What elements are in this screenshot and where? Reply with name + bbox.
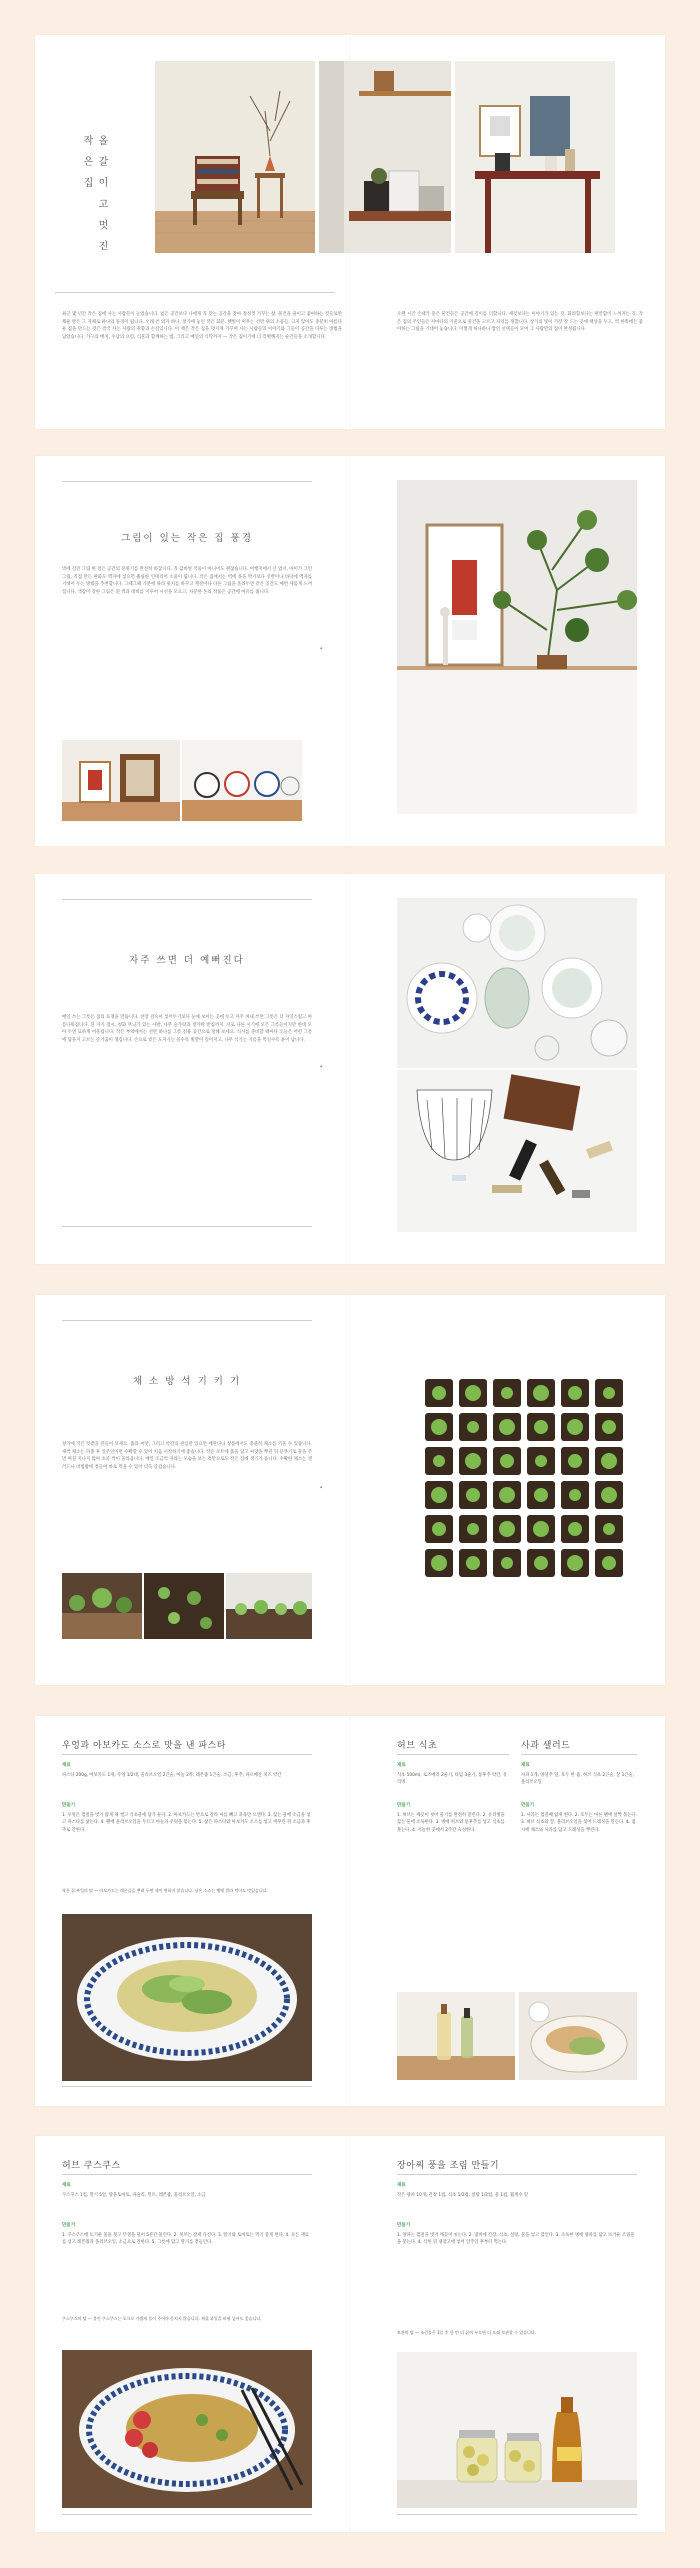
steps-text: 1. 쿠스쿠스에 뜨거운 물을 붓고 뚜껑을 덮어 5분간 불린다. 2. 허브는 잘게 다진다. 3. 딸기와 토마토는 먹기 좋게 썬다. 4. 모든 재료를 섞고 레몬즙과 올리브오일, 소금으로 간한다. 5. 그릇에 담고 딸기를 곁들인다. [62, 2233, 309, 2246]
steps-text: 1. 허브는 깨끗이 씻어 물기를 완전히 말린다. 2. 유리병을 끓는 물에 소독한다. 3. 병에 허브와 통후추를 넣고 식초를 붓는다. 4. 서늘한 곳에서 2주간 숙성한다. [397, 1813, 505, 1833]
rule [397, 2174, 637, 2175]
rule [397, 2514, 637, 2515]
rule [55, 292, 335, 293]
photo-couscous-plate [62, 2350, 312, 2508]
rule [62, 1754, 312, 1755]
rule [62, 2086, 312, 2087]
photo-plant-painting [397, 480, 637, 814]
body-text-right: 오랜 시간 손때가 묻은 물건들은 공간에 깊이를 더합니다. 새것보다는 이야기가 있는 것, 화려함보다는 편안함이 느껴지는 것. 작은 집의 주인들은 저마다의 기준으로 물건을 고르고 자리를 정합니다. 창가의 빛이 가장 잘 드는 곳에 책상을 두고, 벽 한쪽에는 좋아하는 그림을 기대어 놓습니다. 이렇게 하나하나 쌓인 선택들이 모여 그 사람만의 집이 완성됩니다. [397, 312, 643, 333]
ingredients-label: 재료 [62, 2183, 71, 2188]
photo-side-table [455, 61, 615, 253]
rule [62, 1226, 312, 1227]
photo-seedlings-3 [226, 1573, 312, 1639]
spread-title: 올 갈 이 고 멋 진 작 은 집 [81, 135, 107, 255]
spread-5 [35, 1716, 665, 2106]
page-marker: ◆ [320, 646, 323, 650]
ingredients-text: 사과 1개, 양상추 잎, 호두 한 줌, 허브 식초 2큰술, 꿀 1큰술, 올리브오일 [521, 1773, 635, 1786]
recipe-title: 장아찌 풍을 조림 만들기 [397, 2161, 500, 2171]
photo-avocado-pasta [62, 1914, 312, 2081]
photo-pickle-jars [397, 2352, 637, 2508]
steps-label: 만들기 [397, 1803, 411, 1808]
steps-text: 1. 우엉은 껍질을 벗겨 얇게 채 썰고 식초물에 담가 둔다. 2. 아보카도는 반으로 갈라 씨를 빼고 과육만 으깬다. 3. 끓는 물에 소금을 넣고 파스타를 삶는다. 4. 팬에 올리브오일을 두르고 마늘과 우엉을 볶는다. 5. 삶은 파스타와 아보카도 소스를 넣고 버무린 뒤 소금과 후추로 간한다. [62, 1813, 311, 1833]
page-marker: ◆ [320, 1485, 323, 1489]
rule [62, 2174, 312, 2175]
spread-title: 채 소 방 석 기 키 기 [132, 1376, 242, 1387]
ingredients-label: 재료 [521, 1763, 530, 1768]
spine [349, 1295, 350, 1685]
photo-frames-shelf [62, 740, 180, 821]
rule [62, 899, 312, 900]
ingredients-text: 식초 500ml, 로즈메리 2줄기, 타임 3줄기, 통후추 약간, 유리병 [397, 1773, 508, 1786]
photo-seedlings-2 [144, 1573, 224, 1639]
tip-box: 작은 집 부엌의 팁 — 아보카도는 레몬즙을 뿌려 두면 색이 변하지 않습니다. 남은 소스는 빵에 발라 먹어도 맛있습니다. [62, 1888, 268, 1893]
spread-2 [35, 456, 665, 846]
body-text-left: 최근 몇 년간 작은 집에 사는 사람들이 늘었습니다. 넓은 공간보다 나에게 꼭 맞는 공간을 찾아 정성껏 가꾸는 삶. 물건을 줄이고 좋아하는 것들로만 채운 방은 그 자체로 하나의 풍경이 됩니다. 오래 쓴 의자 하나, 창가에 놓인 작은 화분, 햇빛이 머무는 선반 위의 소품들. 크지 않아도 충분히 아름다운 집을 만드는 것은 결국 사는 사람의 취향과 손길입니다. 이 책은 작은 집을 멋지게 가꾸며 사는 사람들의 이야기와 그들이 공간을 다루는 방법을 담았습니다. 가구의 배치, 수납의 요령, 식물과 함께하는 법, 그리고 매일의 식탁까지 — 작은 집이기에 더 특별해지는 순간들을 소개합니다. [62, 312, 342, 340]
photo-seedlings-1 [62, 1573, 142, 1639]
tip-box: 보관의 팁 — 조림물은 3일 후 한 번 더 끓여 부으면 더 오래 보관할 수 있습니다. [397, 2330, 536, 2335]
recipe-title: 허브 쿠스쿠스 [62, 2161, 121, 2171]
ingredients-label: 재료 [397, 2183, 406, 2188]
ingredients-label: 재료 [62, 1763, 71, 1768]
spread-1 [35, 35, 665, 429]
tip-box: 쿠스쿠스의 팁 — 불린 쿠스쿠스는 포크로 가볍게 풀어 주어야 뭉치지 않습니다. 제철 과일을 바꿔 넣어도 좋습니다. [62, 2316, 262, 2321]
body-text: 매일 쓰는 그릇은 집의 표정을 만듭니다. 찬장 깊숙이 넣어두기보다 눈에 보이는 곳에 두고 자주 꺼내 쓰면 그릇은 더 자연스럽고 아름다워집니다. 흰 자기 접시, 청화 무늬가 있는 사발, 나무 숟가락과 젓가락 받침까지. 서로 다른 시기에 모은 그릇들이지만 한데 모아 두면 묘하게 어울립니다. 작은 부엌에서는 선반 하나를 그릇 전용 공간으로 정해 보세요. 식사를 준비할 때마다 오늘은 어떤 그릇에 담을지 고르는 즐거움이 생깁니다. 손으로 빚은 도자기는 쓸수록 빛깔이 깊어지고, 나무 식기는 기름을 먹일수록 윤이 납니다. [62, 1015, 312, 1043]
spread-6 [35, 2136, 665, 2532]
spread-title: 그림이 있는 작은 집 풍경 [121, 533, 253, 544]
rule [397, 1754, 509, 1755]
steps-text: 1. 양파는 껍질을 벗겨 깨끗이 씻는다. 2. 냄비에 간장, 식초, 설탕, 물을 넣고 끓인다. 3. 소독한 병에 양파를 담고 뜨거운 조림물을 붓는다. 4. 식힌 뒤 냉장고에 넣어 일주일 후부터 먹는다. [397, 2233, 635, 2246]
page-marker: ◆ [320, 1064, 323, 1068]
photo-plates-shelf [182, 740, 302, 821]
photo-bowl-utensils [397, 1070, 637, 1232]
rule [521, 1754, 637, 1755]
rule [62, 1320, 312, 1321]
photo-ceramic-plates [397, 898, 637, 1068]
recipe-title: 우엉과 아보카도 소스로 맛을 낸 파스타 [62, 1741, 226, 1751]
ingredients-text: 쿠스쿠스 1컵, 딸기 5알, 방울토마토, 파슬리, 민트, 레몬즙, 올리브오일, 소금 [62, 2193, 206, 2198]
body-text: 벽에 걸린 그림 한 점은 공간의 분위기를 완전히 바꿉니다. 꼭 값비싼 작품이 아니어도 괜찮습니다. 여행지에서 산 엽서, 아이가 그린 그림, 직접 만든 판화도 액자에 넣으면 훌륭한 인테리어 소품이 됩니다. 작은 집에서는 벽에 못을 박기보다 선반이나 바닥에 액자를 기대어 두는 방법을 추천합니다. 그때그때 기분에 따라 위치를 바꾸고 계절마다 다른 그림을 올려두면 같은 공간도 매번 새롭게 느껴집니다. 색감이 강한 그림은 흰 벽과 대비를 이루어 시선을 모으고, 차분한 톤의 작품은 공간에 여유를 줍니다. [62, 567, 312, 595]
steps-label: 만들기 [62, 2223, 76, 2228]
spine [349, 874, 350, 1264]
photo-seedling-tray [397, 1319, 637, 1653]
recipe-title: 허브 식초 [397, 1741, 438, 1751]
steps-label: 만들기 [521, 1803, 535, 1808]
body-text: 창가에 작은 텃밭을 만들어 보세요. 흙과 씨앗, 그리고 약간의 관심만 있으면 베란다나 창틀에서도 충분히 채소를 키울 수 있습니다. 새싹 채소는 파종 후 일주일이면 수확할 수 있어 처음 시작하기에 좋습니다. 작은 포트에 흙을 담고 씨앗을 뿌린 뒤 분무기로 물을 주면 며칠 지나지 않아 초록 싹이 올라옵니다. 매일 조금씩 자라는 모습을 보는 것만으로도 작은 집에 생기가 돕니다. 수확한 채소는 샐러드나 비빔밥에 곁들여 바로 먹을 수 있어 더욱 즐겁습니다. [62, 1442, 312, 1470]
photo-chair-room [155, 61, 315, 253]
photo-desk-shelf [319, 61, 451, 253]
photo-herb-vinegar [397, 1992, 515, 2080]
spread-4 [35, 1295, 665, 1685]
spine [349, 1716, 350, 2106]
ingredients-text: 작은 양파 10개, 간장 1컵, 식초 1/2컵, 설탕 1/2컵, 물 1컵, 월계수 잎 [397, 2193, 528, 2198]
steps-text: 1. 사과는 껍질째 얇게 썬다. 2. 호두는 마른 팬에 살짝 볶는다. 3. 허브 식초와 꿀, 올리브오일을 섞어 드레싱을 만든다. 4. 접시에 채소와 사과를 담고 드레싱을 뿌린다. [521, 1813, 637, 1833]
steps-label: 만들기 [62, 1803, 76, 1808]
spread-title: 자주 쓰면 더 예뻐진다 [129, 955, 245, 966]
steps-label: 만들기 [397, 2223, 411, 2228]
spine [349, 456, 350, 846]
photo-apple-salad [519, 1992, 637, 2080]
recipe-title: 사과 샐러드 [521, 1741, 571, 1751]
ingredients-text: 파스타 200g, 아보카도 1개, 우엉 1/2대, 올리브오일 2큰술, 마늘 2쪽, 레몬즙 1큰술, 소금, 후추, 파르메산 치즈 약간 [62, 1773, 282, 1778]
spread-3 [35, 874, 665, 1264]
spine [349, 2136, 350, 2532]
rule [62, 2514, 312, 2515]
ingredients-label: 재료 [397, 1763, 406, 1768]
rule [62, 481, 312, 482]
